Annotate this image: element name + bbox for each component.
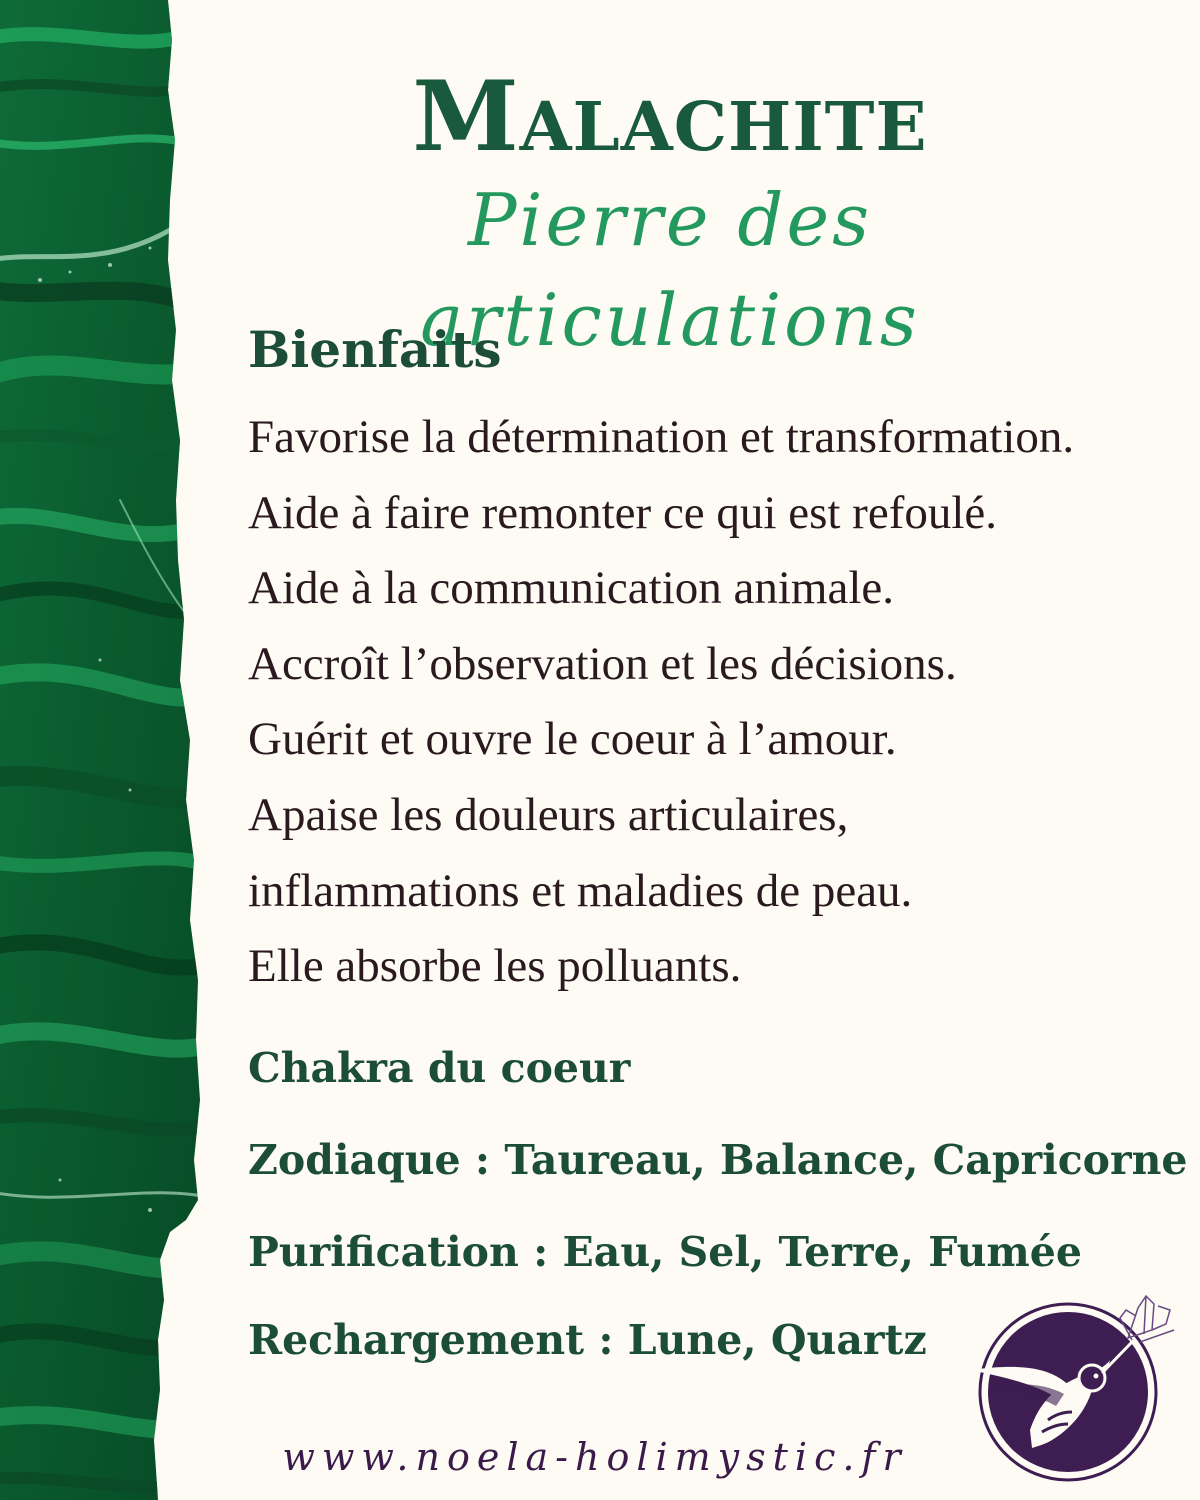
malachite-stone-image (0, 0, 210, 1500)
benefit-line: Accroît l’observation et les décisions. (248, 637, 957, 690)
benefits-list (248, 400, 1193, 1005)
benefits-heading: Bienfaits (248, 320, 502, 379)
page-subtitle: Pierre des articulations (420, 178, 920, 362)
benefit-line: Guérit et ouvre le coeur à l’amour. (248, 713, 897, 766)
hummingbird-crystal-logo (960, 1290, 1190, 1485)
chakra-text: Chakra du coeur (248, 1044, 631, 1092)
benefit-line: inflammations et maladies de peau. (248, 864, 913, 917)
benefit-line: Aide à la communication animale. (248, 562, 895, 615)
benefit-line: Apaise les douleurs articulaires, (248, 788, 849, 841)
benefit-line: Elle absorbe les polluants. (248, 940, 742, 993)
zodiac-text: Zodiaque : Taureau, Balance, Capricorne (248, 1136, 1188, 1184)
website-url: www.noela-holimystic.fr (282, 1435, 908, 1479)
purification-text: Purification : Eau, Sel, Terre, Fumée (248, 1228, 1082, 1276)
recharge-text: Rechargement : Lune, Quartz (248, 1316, 927, 1364)
page-title: Malachite (412, 60, 928, 173)
benefit-line: Favorise la détermination et transformation. (248, 411, 1075, 463)
benefit-line: Aide à faire remonter ce qui est refoulé. (248, 486, 998, 539)
